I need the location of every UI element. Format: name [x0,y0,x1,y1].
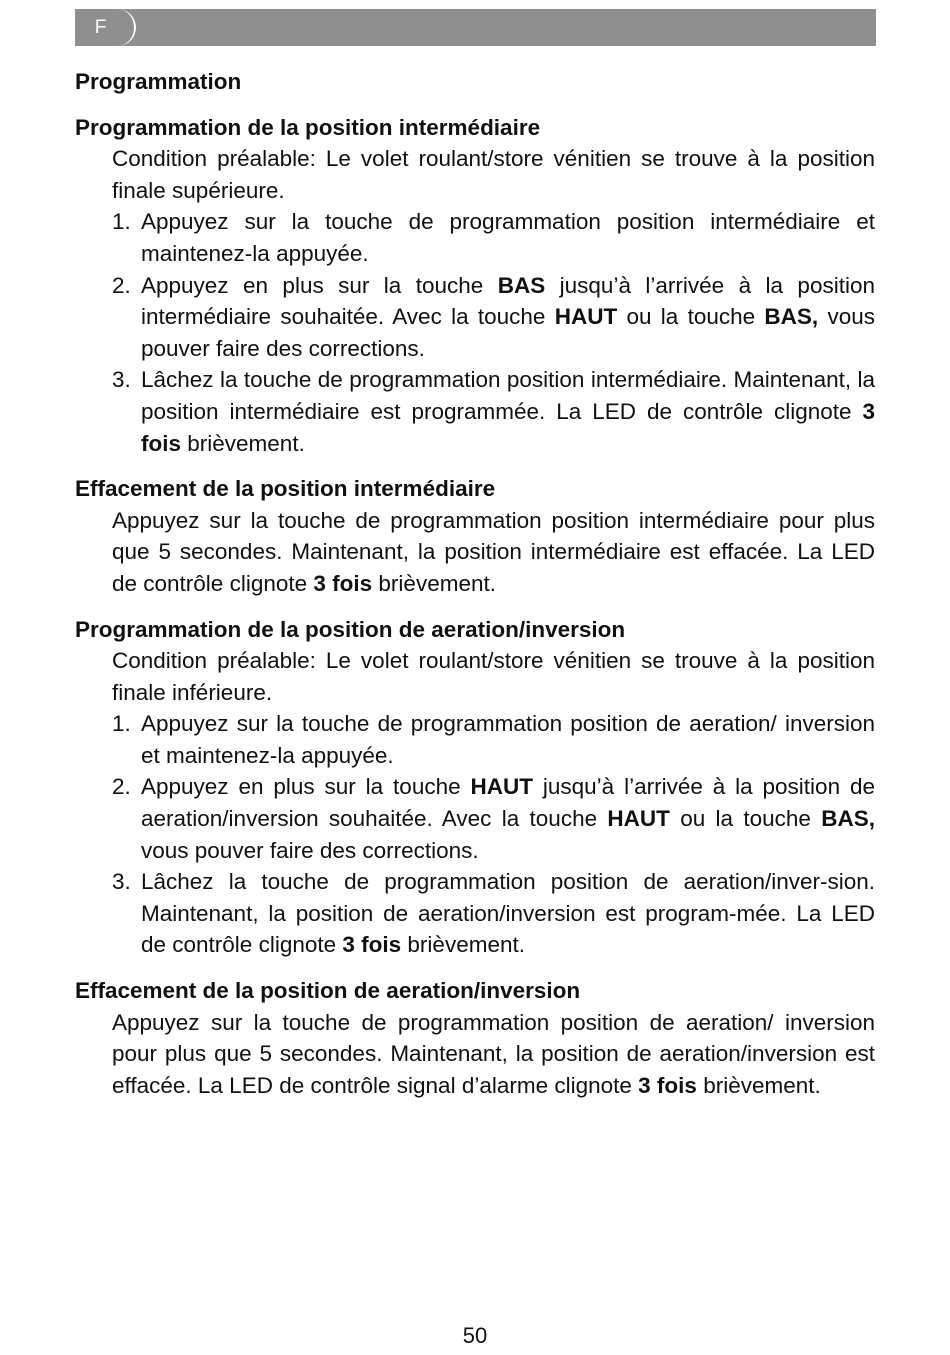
text-run: Appuyez en plus sur la touche [141,272,498,298]
text-run: vous pouver faire des corrections. [141,837,479,863]
text-run: jusqu’à l’arrivée à la position de aeration/inversion souhaitée. Avec la touche [141,774,875,832]
step-text [141,866,875,961]
text-run: Appuyez sur la touche de programmation position de aeration/ inversion pour plus que 5 secondes. Maintenant, la position de aeration/inversion est effacée. La LED de contrôle signal d’alarme clignote [112,1009,875,1098]
step-text [141,270,875,365]
text-run: brièvement. [181,430,305,456]
step-number: 3. [112,367,131,393]
step-text: Appuyez sur la touche de programmation position intermédiaire et maintenez-la appuyée. [141,209,875,266]
bold-term: 3 fois [141,398,875,456]
bold-term: BAS, [821,806,875,832]
text-run: Lâchez la touche de programmation position de aeration/inver-sion. Maintenant, la position de aeration/inversion est program-mée. La LED de contrôle clignote [141,869,875,958]
step-number: 1. [112,711,131,737]
section-heading: Programmation de la position de aeration/inversion [75,616,626,642]
text-run: Lâchez la touche de programmation position intermédiaire. Maintenant, la position intermédiaire est programmée. La LED de contrôle clignote [141,367,875,424]
precondition-text: Condition préalable: Le volet roulant/store vénitien se trouve à la position finale inférieure. [112,648,875,705]
page-title: Programmation [75,69,242,94]
text-run: brièvement. [696,1072,821,1098]
step-text [141,364,875,459]
body-text [112,505,875,600]
text-run: vous pouver faire des corrections. [141,304,875,361]
section-erase-aeration [75,975,875,1101]
page-content [75,66,875,1101]
language-label: F [94,17,107,38]
section-heading: Effacement de la position intermédiaire [75,476,496,502]
section-programming-intermediate [75,112,875,460]
bold-term: 3 fois [638,1072,697,1098]
bold-term: 3 fois [342,932,402,958]
text-run: brièvement. [401,932,525,958]
step-number: 3. [112,869,131,895]
section-heading: Programmation de la position intermédiaire [75,114,541,140]
bold-term: HAUT [470,774,533,800]
step-number: 2. [112,774,131,800]
header-bar [75,9,876,46]
bold-term: HAUT [607,806,670,832]
text-run: ou la touche [617,304,765,330]
step-3 [112,364,875,459]
step-2 [112,270,875,365]
step-text: Appuyez sur la touche de programmation position de aeration/ inversion et maintenez-la appuyée. [141,711,875,768]
body-text [112,1007,875,1102]
page-number: 50 [462,1323,488,1348]
bold-term: HAUT [554,304,618,330]
step-1 [112,206,875,269]
text-run: Appuyez en plus sur la touche [141,774,471,800]
bold-term: 3 fois [313,570,373,596]
bold-term: BAS, [764,304,819,330]
text-run: brièvement. [372,570,496,596]
section-erase-intermediate [75,473,875,599]
precondition-text: Condition préalable: Le volet roulant/store vénitien se trouve à la position finale supérieure. [112,146,875,203]
text-run: Appuyez sur la touche de programmation position intermédiaire pour plus que 5 secondes. Maintenant, la position intermédiaire est effacée. La LED de contrôle clignote [112,507,875,596]
section-heading: Effacement de la position de aeration/inversion [75,978,581,1004]
step-number: 1. [112,209,131,235]
text-run: ou la touche [669,806,822,832]
step-3 [112,866,875,961]
step-text [141,771,875,866]
section-programming-aeration [75,614,875,962]
step-1 [112,708,875,771]
bold-term: BAS [497,272,546,298]
step-2 [112,771,875,866]
language-tab [75,9,136,46]
step-number: 2. [112,272,131,298]
text-run: jusqu’à l’arrivée à la position intermédiaire souhaitée. Avec la touche [141,272,875,330]
